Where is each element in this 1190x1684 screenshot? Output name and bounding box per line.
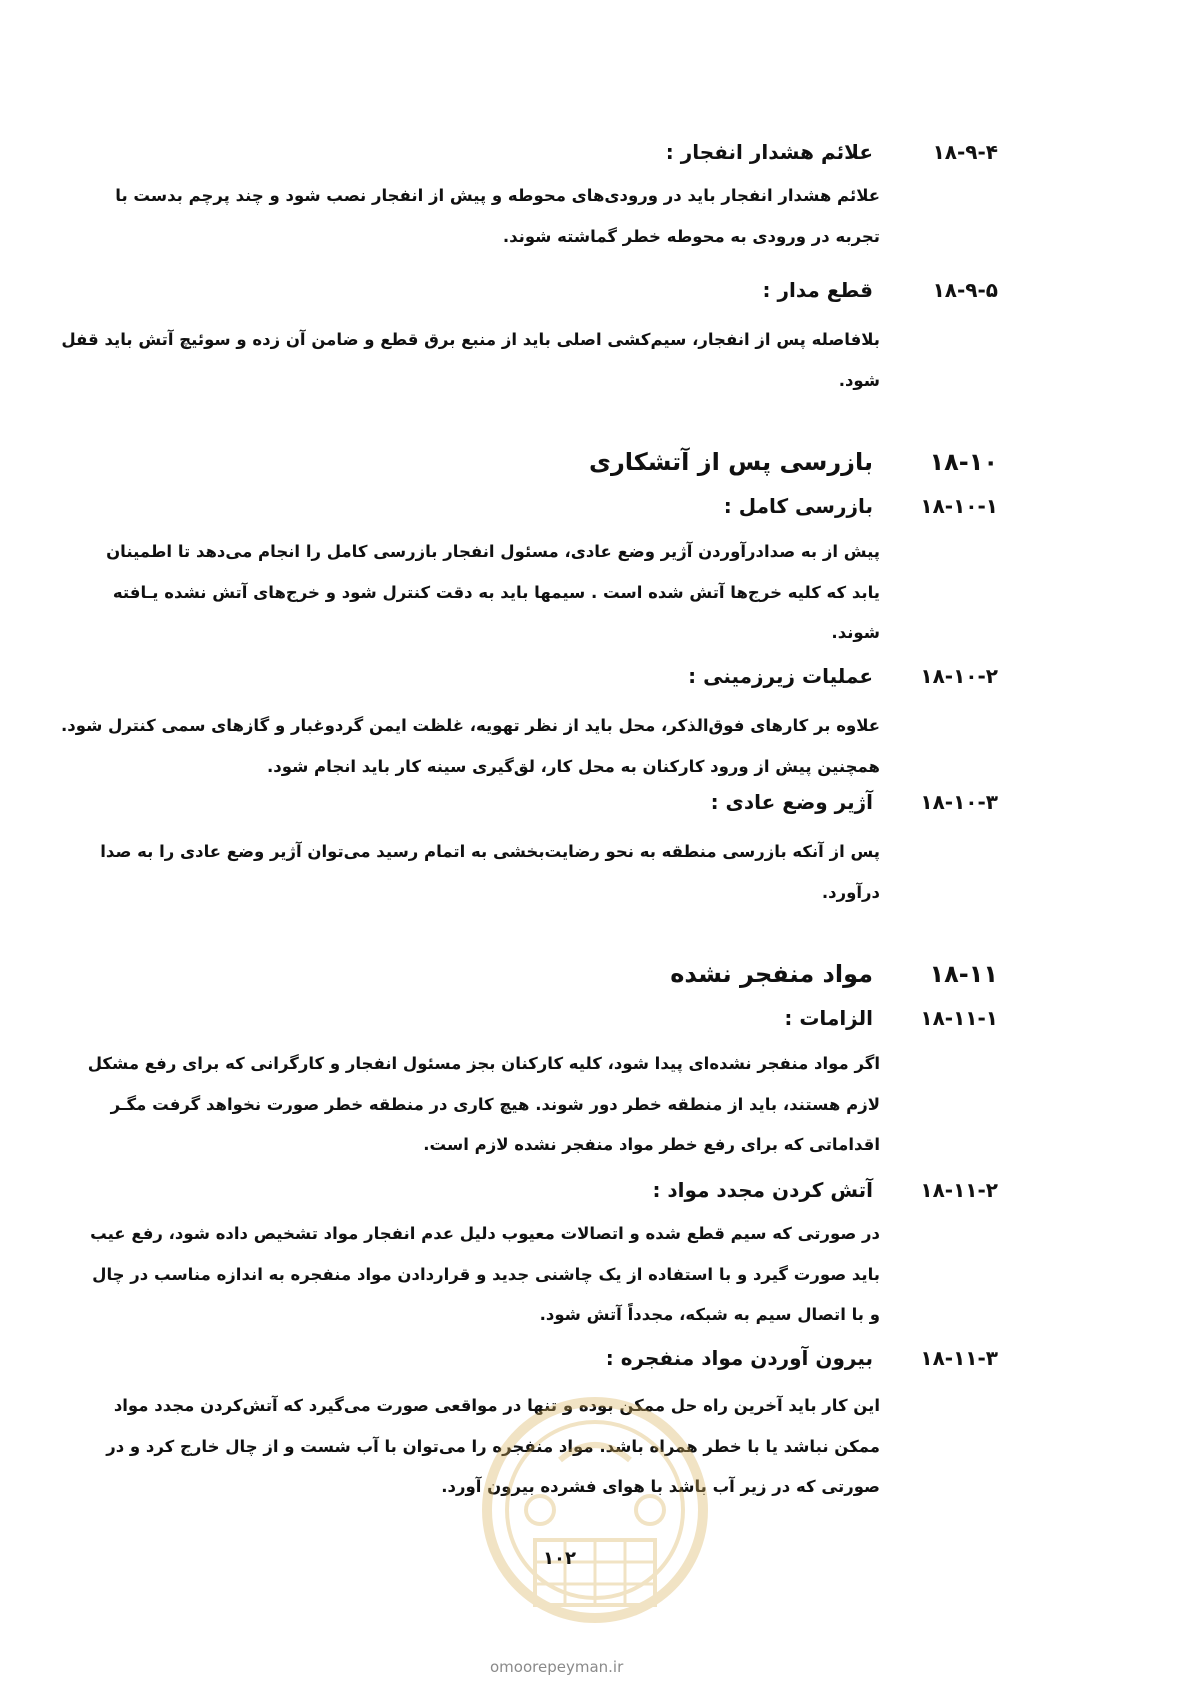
section-title: عملیات زیرزمینی : — [688, 664, 873, 688]
paragraph-18-10-2 — [61, 706, 880, 787]
paragraph-line: علاوه بر کارهای فوق‌الذکر، محل باید از نظر تهویه، غلظت ایمن گردوغبار و گازهای سمی کنترل شود. — [61, 716, 880, 735]
section-number: ۱۸-۱۰ — [929, 448, 998, 476]
page-number: ۱۰۲ — [543, 1548, 576, 1569]
section-title: بیرون آوردن مواد منفجره : — [605, 1346, 873, 1370]
section-title: آژیر وضع عادی : — [710, 790, 873, 814]
watermark-url: omoorepeyman.ir — [490, 1658, 624, 1676]
paragraph-line: ممکن نباشد یا با خطر همراه باشد. مواد منفجره را می‌توان با آب شست و از چال خارج کرد و در — [106, 1436, 880, 1456]
paragraph-18-9-4 — [115, 176, 880, 257]
paragraph-line: صورتی که در زیر آب باشد با هوای فشرده بیرون آورد. — [441, 1477, 880, 1496]
section-number: ۱۸-۱۱-۱ — [920, 1006, 998, 1030]
paragraph-18-11-2 — [90, 1214, 880, 1336]
section-number: ۱۸-۱۰-۳ — [920, 790, 998, 814]
section-title: بازرسی پس از آتشکاری — [588, 448, 873, 476]
paragraph-line: پیش از به صدادرآوردن آژیر وضع عادی، مسئول انفجار بازرسی کامل را انجام می‌دهد تا اطمینان — [106, 542, 880, 561]
paragraph-line: شود. — [838, 370, 880, 390]
paragraph-18-9-5 — [61, 320, 880, 401]
section-number: ۱۸-۱۰-۲ — [920, 664, 998, 688]
section-title: بازرسی کامل : — [723, 494, 873, 518]
paragraph-line: علائم هشدار انفجار باید در ورودی‌های محوطه و پیش از انفجار نصب شود و چند پرچم بدست با — [115, 186, 880, 205]
section-title: آتش کردن مجدد مواد : — [652, 1178, 873, 1202]
paragraph-line: در صورتی که سیم قطع شده و اتصالات معیوب دلیل عدم انفجار مواد تشخیص داده شود، رفع عیب — [90, 1224, 880, 1243]
section-title: مواد منفجر نشده — [670, 960, 873, 988]
paragraph-line: شوند. — [831, 623, 880, 642]
paragraph-line: درآورد. — [821, 882, 880, 902]
paragraph-line: لازم هستند، باید از منطقه خطر دور شوند. هیچ کاری در منطقه خطر صورت نخواهد گرفت مگـر — [110, 1094, 880, 1114]
paragraph-line: و با اتصال سیم به شبکه، مجدداً آتش شود. — [539, 1305, 880, 1324]
section-number: ۱۸-۱۱ — [929, 960, 998, 988]
paragraph-line: اگر مواد منفجر نشده‌ای پیدا شود، کلیه کارکنان بجز مسئول انفجار و کارگرانی که برای رفع مشکل — [87, 1054, 880, 1073]
section-title: علائم هشدار انفجار : — [665, 140, 873, 164]
section-title: الزامات : — [784, 1006, 873, 1030]
paragraph-18-10-1 — [106, 532, 880, 654]
paragraph-line: اقداماتی که برای رفع خطر مواد منفجر نشده لازم است. — [423, 1135, 880, 1154]
section-number: ۱۸-۱۰-۱ — [920, 494, 998, 518]
paragraph-line: باید صورت گیرد و با استفاده از یک چاشنی جدید و قراردادن مواد منفجره به اندازه مناسب در چال — [92, 1264, 880, 1284]
watermark-seal-icon — [480, 1390, 710, 1640]
section-number: ۱۸-۹-۵ — [932, 278, 998, 302]
paragraph-18-11-1 — [87, 1044, 880, 1166]
paragraph-line: پس از آنکه بازرسی منطقه به نحو رضایت‌بخشی به اتمام رسید می‌توان آژیر وضع عادی را به صدا — [100, 842, 880, 861]
paragraph-line: بلافاصله پس از انفجار، سیم‌کشی اصلی باید از منبع برق قطع و ضامن آن زده و سوئیچ آتش باید قفل — [61, 330, 880, 349]
paragraph-18-10-3 — [100, 832, 880, 913]
paragraph-line: تجربه در ورودی به محوطه خطر گماشته شوند. — [502, 226, 880, 246]
section-number: ۱۸-۹-۴ — [932, 140, 998, 164]
section-number: ۱۸-۱۱-۳ — [920, 1346, 998, 1370]
section-title: قطع مدار : — [762, 278, 873, 302]
paragraph-line: همچنین پیش از ورود کارکنان به محل کار، لق‌گیری سینه کار باید انجام شود. — [266, 756, 880, 776]
section-number: ۱۸-۱۱-۲ — [920, 1178, 998, 1202]
paragraph-line: یابد که کلیه خرج‌ها آتش شده است . سیمها باید به دقت کنترل شود و خرج‌های آتش نشده یـافته — [112, 582, 880, 602]
paragraph-line: این کار باید آخرین راه حل ممکن بوده و تنها در مواقعی صورت می‌گیرد که آتش‌کردن مجدد مواد — [113, 1396, 880, 1415]
